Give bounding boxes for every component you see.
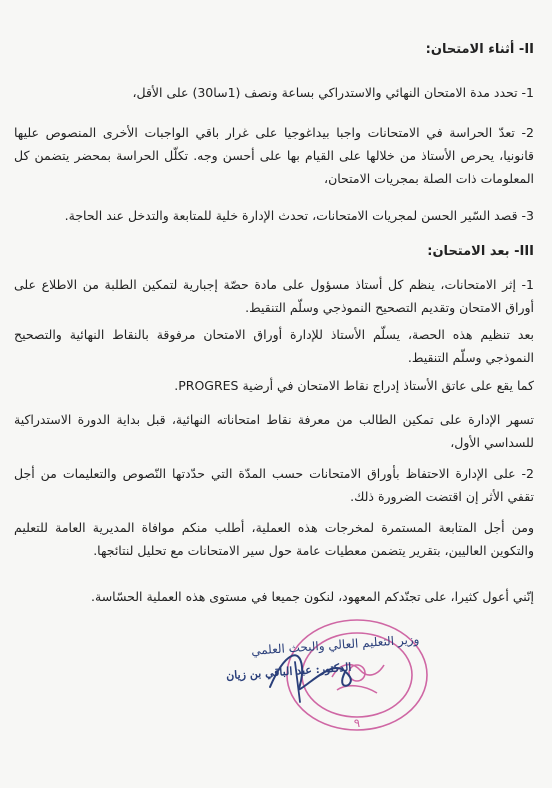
section-3-item-2: 2- على الإدارة الاحتفاظ بأوراق الامتحانات حسب المدّة التي حدّدتها النّصوص والتعليمات من أجل تقفي الأثر إن اقتضت الضرورة ذلك. <box>14 466 534 504</box>
closing-paragraph-1: ومن أجل المتابعة المستمرة لمخرجات هذه العملية، أطلب منكم موافاة المديرية العامة للتعليم والتكوين العاليين، بتقرير يتضمن معطيات عامة حول سير الامتحانات مع تحليل لنتائجها. <box>14 520 534 558</box>
handwritten-signature <box>240 632 380 712</box>
section-2-item-3: 3- قصد السّير الحسن لمجريات الامتحانات، تحدث الإدارة خلية للمتابعة والتدخل عند الحاجة. <box>64 208 534 223</box>
section-2-heading: II- أثناء الامتحان: <box>425 42 534 57</box>
minister-name: الدكتور: عبد الباقي بن زيان <box>226 660 353 683</box>
section-2-item-1: 1- تحدد مدة الامتحان النهائي والاستدراكي بساعة ونصف (1سا30) على الأقل، <box>132 85 534 100</box>
section-3-paragraph-2: كما يقع على عاتق الأستاذ إدراج نقاط الامتحان في أرضية PROGRES. <box>174 378 534 393</box>
section-2-item-2: 2- تعدّ الحراسة في الامتحانات واجبا بيداغوجيا على غرار باقي الواجبات الأخرى المنصوص عليها قانونيا، يحرص الأستاذ من خلالها على القيام بها على أحسن وجه. تكلّل الحراسة بمحضر يتضمن كل المعلومات ذات الصلة بمجريات الامتحان، <box>14 125 534 186</box>
closing-paragraph-2: إنّني أعول كثيرا، على تجنّدكم المعهود، لنكون جميعا في مستوى هذه العملية الحسّاسة. <box>91 589 534 604</box>
section-3-paragraph-1: بعد تنظيم هذه الحصة، يسلّم الأستاذ للإدارة أوراق الامتحان مرفوقة بالنقاط النهائية والتصحيح النموذجي وسلّم التنقيط. <box>14 327 534 365</box>
minister-title: وزير التعليم العالي والبحث العلمي <box>251 632 421 658</box>
section-3-heading: III- بعد الامتحان: <box>427 244 534 259</box>
section-3-item-1: 1- إثر الامتحانات، ينظم كل أستاذ مسؤول على مادة حصّة إجبارية لتمكين الطلبة من الاطلاع على أوراق الامتحان وتقديم التصحيح النموذجي وسلّم التنقيط. <box>14 277 534 315</box>
stamp-number: ٩ <box>353 716 361 730</box>
section-3-paragraph-3: تسهر الإدارة على تمكين الطالب من معرفة نقاط امتحاناته النهائية، قبل بداية الدورة الاستدراكية للسداسي الأول، <box>14 412 534 450</box>
